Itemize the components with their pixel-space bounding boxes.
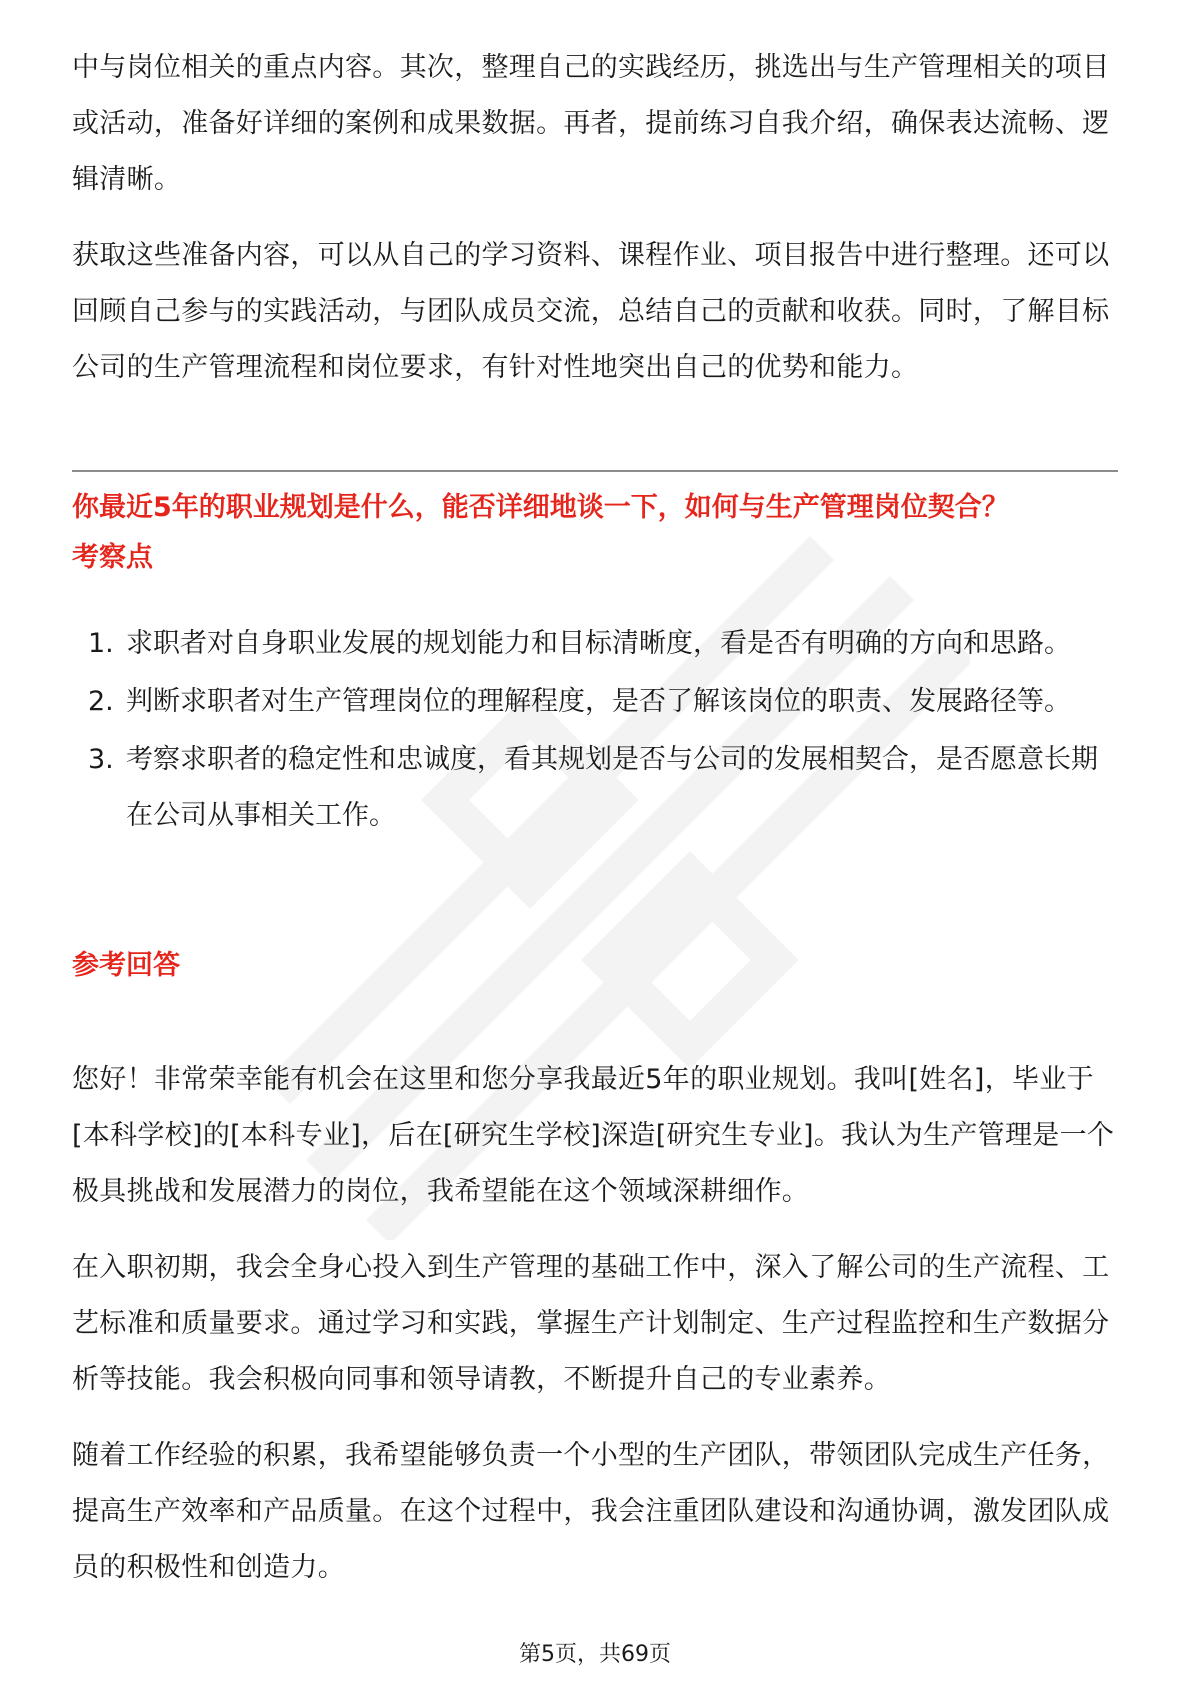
paragraph: 中与岗位相关的重点内容。其次，整理自己的实践经历，挑选出与生产管理相关的项目或活动，准备好详细的案例和成果数据。再者，提前练习自我介绍，确保表达流畅、逻辑清晰。 [72, 52, 1110, 195]
paragraph: 在入职初期，我会全身心投入到生产管理的基础工作中，深入了解公司的生产流程、工艺标准和质量要求。通过学习和实践，掌握生产计划制定、生产过程监控和生产数据分析等技能。我会积极向同事和领导请教，不断提升自己的专业素养。 [72, 1252, 1110, 1395]
section-divider [72, 470, 1118, 472]
list-item-text: 判断求职者对生产管理岗位的理解程度，是否了解该岗位的职责、发展路径等。 [126, 686, 1071, 717]
exam-points-heading: 考察点 [72, 542, 153, 573]
paragraph: 获取这些准备内容，可以从自己的学习资料、课程作业、项目报告中进行整理。还可以回顾自己参与的实践活动，与团队成员交流，总结自己的贡献和收获。同时，了解目标公司的生产管理流程和岗位要求，有针对性地突出自己的优势和能力。 [72, 240, 1110, 383]
answer-section [72, 1052, 1118, 1596]
list-number: 3. [88, 744, 114, 775]
paragraph: 随着工作经验的积累，我希望能够负责一个小型的生产团队，带领团队完成生产任务，提高生产效率和产品质量。在这个过程中，我会注重团队建设和沟通协调，激发团队成员的积极性和创造力。 [72, 1440, 1110, 1583]
list-item [72, 732, 1118, 844]
paragraph: 您好！非常荣幸能有机会在这里和您分享我最近5年的职业规划。我叫[姓名]，毕业于[本科学校]的[本科专业]，后在[研究生学校]深造[研究生专业]。我认为生产管理是一个极具挑战和发展潜力的岗位，我希望能在这个领域深耕细作。 [72, 1064, 1115, 1207]
list-item [72, 616, 1118, 672]
page-number: 第5页，共69页 [519, 1642, 671, 1667]
list-item [72, 674, 1118, 730]
list-number: 2. [88, 686, 114, 717]
question-heading: 你最近5年的职业规划是什么，能否详细地谈一下，如何与生产管理岗位契合？ [72, 492, 1009, 523]
list-item-text: 考察求职者的稳定性和忠诚度，看其规划是否与公司的发展相契合，是否愿意长期在公司从事相关工作。 [126, 744, 1098, 831]
top-section [72, 40, 1118, 396]
list-item-text: 求职者对自身职业发展的规划能力和目标清晰度，看是否有明确的方向和思路。 [126, 628, 1071, 659]
answer-heading: 参考回答 [72, 950, 180, 981]
exam-points-list [72, 616, 1118, 846]
list-number: 1. [88, 628, 114, 659]
